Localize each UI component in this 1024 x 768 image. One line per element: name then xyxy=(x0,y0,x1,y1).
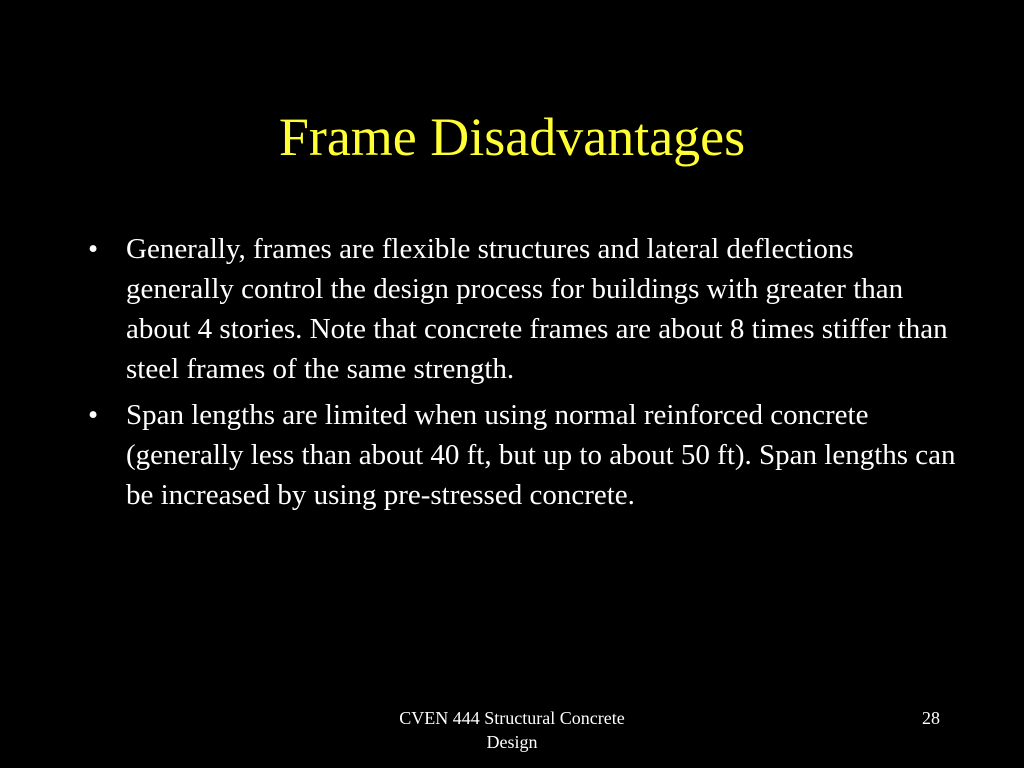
bullet-item xyxy=(88,229,958,389)
bullet-text: Generally, frames are flexible structures and lateral deflections generally control the design process for buildings with greater than about 4 stories. Note that concrete frames are about 8 times stiffer than steel frames of the same strength. xyxy=(126,233,948,385)
footer-course-line-2: Design xyxy=(486,732,538,752)
bullet-list xyxy=(88,229,958,521)
bullet-item xyxy=(88,395,958,515)
footer-course-title xyxy=(340,706,684,754)
footer-course-line-1: CVEN 444 Structural Concrete xyxy=(399,708,625,728)
bullet-marker: • xyxy=(88,399,99,431)
bullet-marker: • xyxy=(88,233,99,265)
page-number: 28 xyxy=(922,708,940,728)
slide-title: Frame Disadvantages xyxy=(278,107,746,167)
bullet-text: Span lengths are limited when using normal reinforced concrete (generally less than about 40 ft, but up to about 50 ft). Span lengths can be increased by using pre-stressed concrete. xyxy=(126,399,956,511)
